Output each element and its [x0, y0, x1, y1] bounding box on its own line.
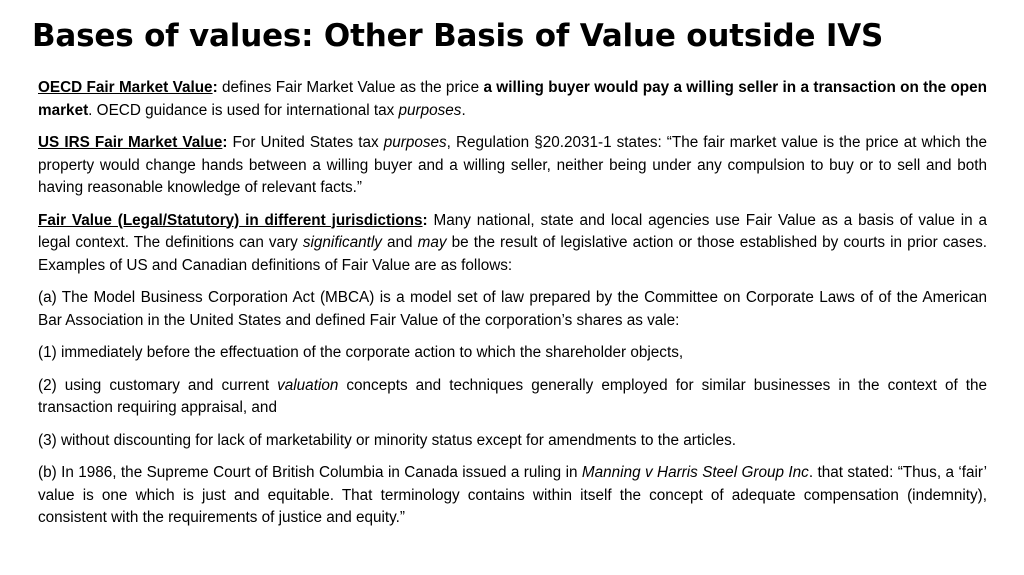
text-segment: (b) In 1986, the Supreme Court of British Columbia in Canada issued a ruling in: [38, 464, 582, 481]
text-segment: For United States tax: [227, 134, 384, 151]
text-segment: . that stated: “Thus, a ‘fair’ value is one which is just and equitable. That terminology contains within itself the concept of adequate compensation (indemnity), consistent with the requirements of justice and equity.”: [38, 464, 987, 526]
text-segment: be the result of legislative action or those established by courts in prior cases. Examples of US and Canadian definitions of Fair Value are as follows:: [38, 234, 987, 274]
text-segment: .: [461, 101, 466, 119]
text-segment: . OECD guidance is used for international tax: [88, 101, 399, 119]
slide-body: [38, 77, 987, 540]
text-segment: (2) using customary and current: [38, 376, 278, 394]
paragraph-item-2: [38, 375, 987, 420]
paragraph-oecd-fair-market-value: [38, 77, 987, 122]
label-colon: :: [422, 211, 428, 229]
slide-title: Bases of values: Other Basis of Value outside IVS: [32, 18, 884, 54]
label-oecd-fair-market-value: OECD Fair Market Value: [38, 79, 213, 96]
paragraph-item-3: (3) without discounting for lack of marketability or minority status except for amendments to the articles.: [38, 431, 737, 449]
text-segment: concepts and techniques generally employed for similar businesses in the context of the transaction requiring appraisal, and: [38, 376, 987, 416]
italic-segment: purposes: [383, 134, 447, 151]
text-segment: defines Fair Market Value as the price: [217, 79, 484, 96]
paragraph-fair-value-legal-statutory: [38, 210, 987, 278]
text-segment: and: [381, 234, 418, 251]
paragraph-us-irs-fair-market-value: [38, 132, 987, 200]
italic-segment: significantly: [302, 234, 382, 251]
italic-segment: valuation: [277, 376, 339, 394]
label-fair-value-legal-statutory: Fair Value (Legal/Statutory) in different jurisdictions: [38, 211, 423, 229]
label-colon: :: [222, 134, 228, 151]
italic-case-name: Manning v Harris Steel Group Inc: [581, 464, 809, 481]
paragraph-mbca: (a) The Model Business Corporation Act (MBCA) is a model set of law prepared by the Committee on Corporate Laws of of the American Bar Association in the United States and defined Fair Value of the corporation’s shares as vale:: [38, 289, 987, 329]
text-segment: Many national, state and local agencies use Fair Value as a basis of value in a legal context. The definitions can vary: [38, 211, 988, 251]
label-colon: :: [212, 79, 218, 96]
italic-segment: purposes: [398, 101, 462, 119]
bold-segment: a willing buyer would pay a willing seller in a transaction on the open market: [38, 79, 988, 119]
italic-segment: may: [417, 234, 447, 251]
paragraph-item-1: (1) immediately before the effectuation of the corporate action to which the shareholder objects,: [38, 344, 684, 361]
paragraph-british-columbia-ruling: [38, 462, 987, 530]
text-segment: , Regulation §20.2031-1 states: “The fair market value is the price at which the property would change hands between a willing buyer and a willing seller, neither being under any compulsion to buy or to sell and both having reasonable knowledge of relevant facts.”: [38, 134, 987, 196]
label-us-irs-fair-market-value: US IRS Fair Market Value: [38, 134, 223, 151]
